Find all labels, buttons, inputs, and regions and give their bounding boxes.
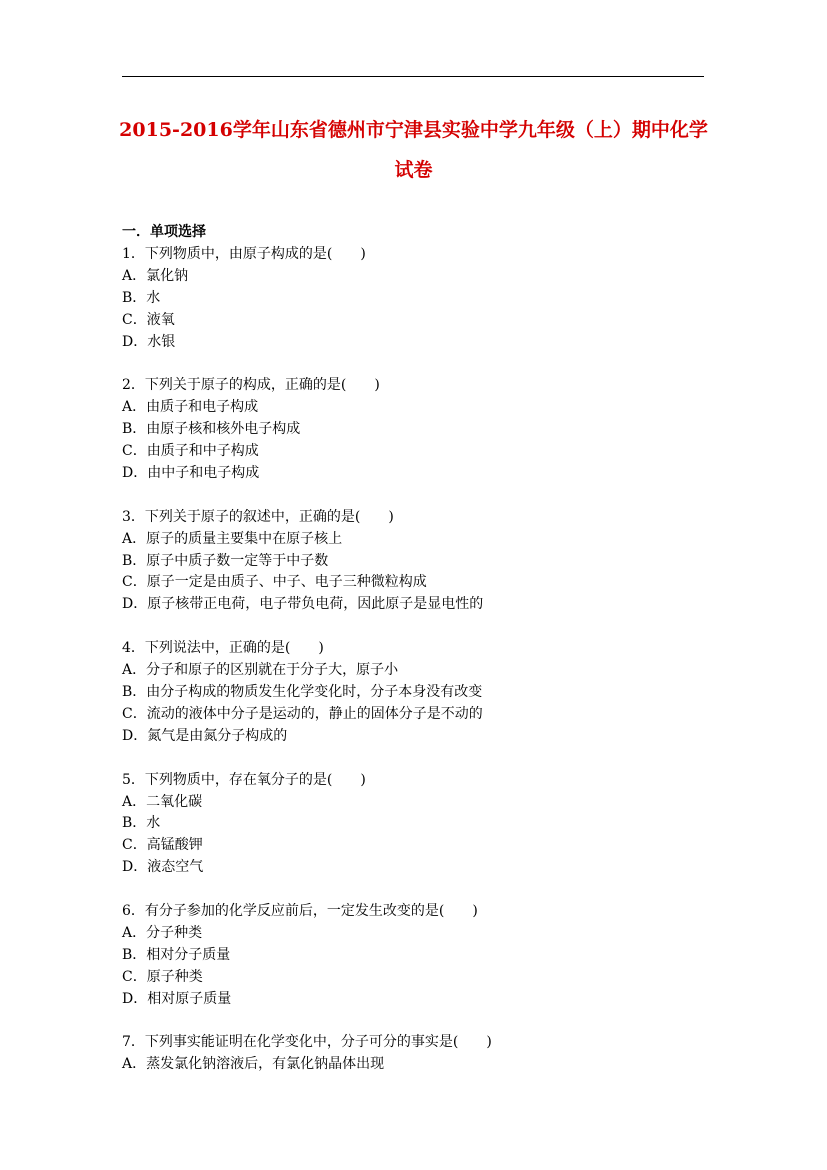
option-a: A．分子种类 — [122, 924, 203, 941]
question-stem: 7．下列事实能证明在化学变化中，分子可分的事实是( ) — [122, 1034, 492, 1051]
option-c: C．原子种类 — [122, 968, 203, 985]
option-a: A．原子的质量主要集中在原子核上 — [122, 530, 343, 547]
option-a: A．二氧化碳 — [122, 793, 203, 810]
option-a: A．由质子和电子构成 — [122, 399, 259, 416]
question-7 — [122, 1032, 712, 1076]
question-4 — [122, 638, 712, 748]
section-heading: 一．单项选择 — [122, 224, 206, 240]
question-1 — [122, 244, 712, 354]
option-d: D．水银 — [122, 333, 176, 350]
document-body — [122, 222, 712, 1098]
option-c: C．由质子和中子构成 — [122, 443, 259, 460]
option-c: C．流动的液体中分子是运动的，静止的固体分子是不动的 — [122, 705, 483, 722]
option-d: D．氮气是由氮分子构成的 — [122, 727, 288, 744]
option-b: B．水 — [122, 815, 161, 832]
option-d: D．液态空气 — [122, 859, 204, 876]
option-c: C．液氧 — [122, 311, 175, 328]
option-b: B．相对分子质量 — [122, 946, 231, 963]
question-3 — [122, 507, 712, 617]
option-a: A．分子和原子的区别就在于分子大，原子小 — [122, 662, 399, 679]
option-d: D．原子核带正电荷，电子带负电荷，因此原子是显电性的 — [122, 596, 484, 613]
option-a: A．氯化钠 — [122, 267, 189, 284]
option-b: B．由原子核和核外电子构成 — [122, 421, 301, 438]
question-stem: 3．下列关于原子的叙述中，正确的是( ) — [122, 508, 394, 525]
question-2 — [122, 375, 712, 485]
option-a: A．蒸发氯化钠溶液后，有氯化钠晶体出现 — [122, 1056, 385, 1073]
option-b: B．由分子构成的物质发生化学变化时，分子本身没有改变 — [122, 683, 483, 700]
question-5 — [122, 770, 712, 880]
option-b: B．原子中质子数一定等于中子数 — [122, 552, 329, 569]
header-rule — [122, 76, 704, 77]
question-stem: 5．下列物质中，存在氧分子的是( ) — [122, 771, 366, 788]
option-d: D．相对原子质量 — [122, 990, 232, 1007]
document-title-line-2: 试卷 — [394, 159, 433, 181]
document-title-line-1: 2015-2016学年山东省德州市宁津县实验中学九年级（上）期中化学 — [119, 119, 708, 141]
option-c: C．高锰酸钾 — [122, 837, 203, 854]
question-stem: 6．有分子参加的化学反应前后，一定发生改变的是( ) — [122, 903, 478, 920]
option-b: B．水 — [122, 289, 161, 306]
option-d: D．由中子和电子构成 — [122, 464, 260, 481]
question-6 — [122, 901, 712, 1011]
question-stem: 1．下列物质中，由原子构成的是( ) — [122, 245, 366, 262]
question-stem: 2．下列关于原子的构成，正确的是( ) — [122, 377, 380, 394]
option-c: C．原子一定是由质子、中子、电子三种微粒构成 — [122, 574, 427, 591]
question-stem: 4．下列说法中，正确的是( ) — [122, 640, 324, 657]
